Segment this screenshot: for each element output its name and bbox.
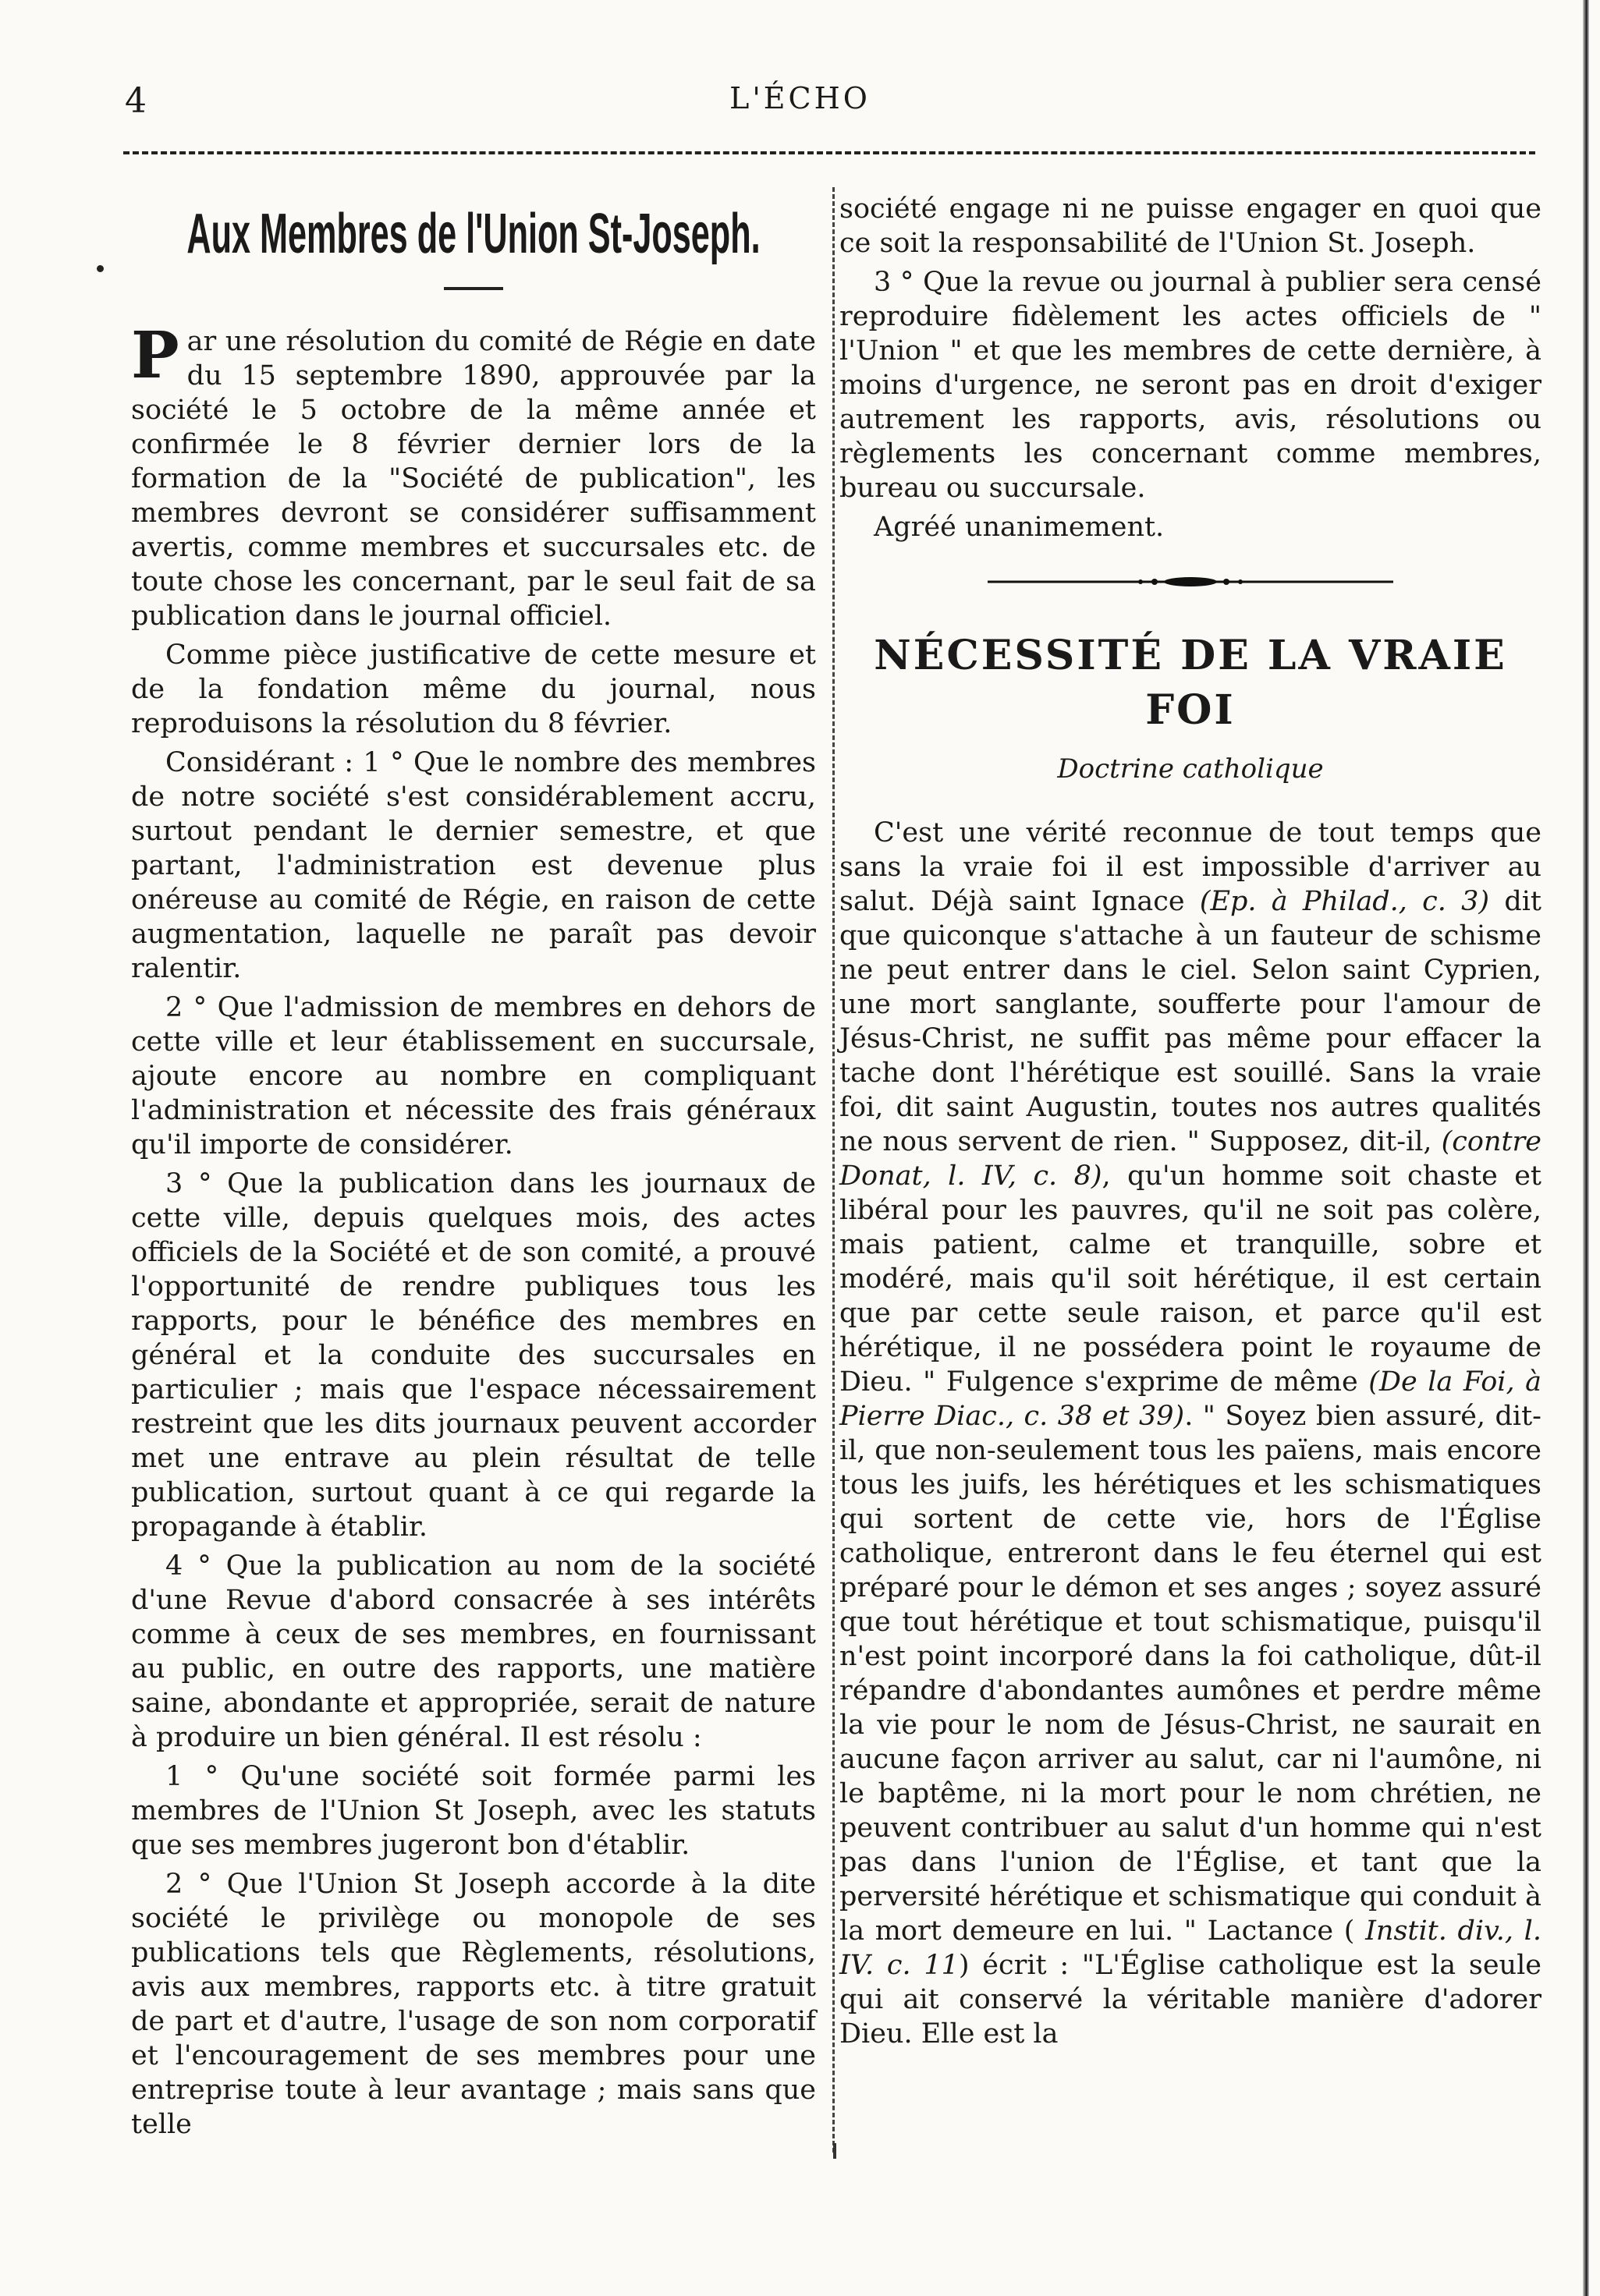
left-column xyxy=(131,192,816,2146)
page-edge-rule xyxy=(1583,0,1589,2296)
text-run: dit que quiconque s'attache à un fauteur de schisme ne peut entrer dans le ciel. Selon saint Cyprien, une mort sanglante, soufferte pour l'amour de Jésus-Christ, ne suffit pas même pour effacer la tache dont l'hérétique est souillé. Sans la vraie foi, dit saint Augustin, toutes nos autres qualités ne nous servent de rien. " Supposez, dit-il, xyxy=(839,886,1541,1157)
paragraph-text: ar une résolution du comité de Régie en date du 15 septembre 1890, approuvée par la société le 5 octobre de la même année et confirmée le 8 février dernier lors de la formation de la "Société de publication", les membres devront se considérer suffisamment avertis, comme membres et succursales etc. de toute chose les concernant, par le seul fait de sa publication dans le journal officiel. xyxy=(131,326,816,632)
right-column xyxy=(839,192,1541,2056)
divider-tick xyxy=(833,2143,836,2159)
article-paragraph: 2 ° Que l'Union St Joseph accorde à la dite société le privilège ou monopole de ses publications tels que Règlements, résolutions, avis aux membres, rapports etc. à titre gratuit de part et d'autre, l'usage de son nom corporatif et l'encouragement de ses membres pour une entreprise toute à leur avantage ; mais sans que telle xyxy=(131,1869,816,2140)
article-paragraph xyxy=(839,816,1541,2051)
text-run: C'est une vérité reconnue de tout temps que sans la vraie foi il est impossible d'arriver au salut. Déjà saint Ignace xyxy=(839,817,1541,917)
page-number: 4 xyxy=(125,81,147,121)
article-title: NÉCESSITÉ DE LA VRAIE FOI xyxy=(874,632,1507,734)
citation: (Ep. à Philad., c. 3) xyxy=(1199,886,1490,917)
article-paragraph: 4 ° Que la publication au nom de la société d'une Revue d'abord consacrée à ses intérêts comme à ceux de ses membres, en fournissant au public, en outre des rapports, une matière saine, abondante et appropriée, serait de nature à produire un bien général. Il est résolu : xyxy=(131,1550,816,1753)
article-paragraph: 3 ° Que la publication dans les journaux de cette ville, depuis quelques mois, des actes officiels de la Société et de son comité, a prouvé l'opportunité de rendre publiques tous les rapports, pour le bénéfice des membres en général et la conduite des succursales en particulier ; mais que l'espace nécessairement restreint que les dits journaux peuvent accorder met une entrave au plein résultat de telle publication, surtout quant à ce qui regarde la propagande à établir. xyxy=(131,1168,816,1543)
text-run: ) écrit : "L'Église catholique est la seule qui ait conservé la véritable manière d'adorer Dieu. Elle est la xyxy=(839,1950,1542,2050)
article-paragraph: 3 ° Que la revue ou journal à publier sera censé reproduire fidèlement les actes officiels de " l'Union " et que les membres de cette dernière, à moins d'urgence, ne seront pas en droit d'exiger autrement les rapports, avis, résolutions ou règlements les concernant comme membres, bureau ou succursale. xyxy=(839,267,1541,504)
article-paragraph: Comme pièce justificative de cette mesure et de la fondation même du journal, nous reproduisons la résolution du 8 février. xyxy=(131,640,816,739)
citation: Instit. div., l. IV. c. 11 xyxy=(839,1915,1541,1981)
text-run: . " Soyez bien assuré, dit-il, que non-seulement tous les païens, mais encore tous les juifs, les hérétiques et les schismatiques qui sortent de cette vie, hors de l'Église catholique, entreront dans le feu éternel qui est préparé pour le démon et ses anges ; soyez assuré que tout hérétique et tout schismatique, puisqu'il n'est point incorporé dans la foi catholique, dût-il répandre d'abondantes aumônes et perdre même la vie pour le nom de Jésus-Christ, ne saurait en aucune façon arriver au salut, car ni l'aumône, ni le baptême, ni la mort pour le nom chrétien, ne peuvent contribuer au salut d'un homme qui n'est pas dans l'union de l'Église, et tant que la perversité hérétique et schismatique qui conduit à la mort demeure en lui. " Lactance ( xyxy=(839,1401,1541,1947)
column-divider xyxy=(832,187,835,2152)
continued-paragraph: société engage ni ne puisse engager en quoi que ce soit la responsabilité de l'Union St. Joseph. xyxy=(839,193,1541,259)
article-paragraph: 2 ° Que l'admission de membres en dehors de cette ville et leur établissement en succursale, ajoute encore au nombre en compliquant l'administration et nécessite des frais généraux qu'il importe de considérer. xyxy=(131,992,816,1160)
article-subtitle: Doctrine catholique xyxy=(1057,753,1324,785)
text-run: , qu'un homme soit chaste et libéral pour les pauvres, qu'il ne soit pas colère, mais patient, calme et tranquille, sobre et modéré, mais qu'il soit hérétique, il est certain que par cette seule raison, et parce qu'il est hérétique, il ne possédera point le royaume de Dieu. " Fulgence s'exprime de même xyxy=(839,1160,1542,1398)
journal-name: L'ÉCHO xyxy=(729,81,871,115)
header-rule xyxy=(123,151,1535,154)
drop-cap: P xyxy=(131,318,179,393)
running-head xyxy=(0,81,1600,128)
article-paragraph xyxy=(131,318,816,633)
article-paragraph: 1 ° Qu'une société soit formée parmi les membres de l'Union St Joseph, avec les statuts que ses membres jugeront bon d'établir. xyxy=(131,1761,816,1861)
article-title: Aux Membres de l'Union St-Joseph. xyxy=(186,203,761,265)
citation: (De la Foi, à Pierre Diac., c. 38 et 39) xyxy=(839,1366,1542,1432)
title-rule xyxy=(444,287,503,290)
citation: (contre Donat, l. IV, c. 8) xyxy=(839,1126,1541,1192)
ornamental-divider xyxy=(988,576,1393,588)
article-paragraph: Considérant : 1 ° Que le nombre des membres de notre société s'est considérablement accru, surtout pendant le dernier semestre, et que partant, l'administration est devenue plus onéreuse au comité de Régie, en raison de cette augmentation, laquelle ne paraît pas devoir ralentir. xyxy=(131,747,816,984)
ink-dot xyxy=(97,265,104,272)
agreement-line: Agréé unanimement. xyxy=(874,512,1165,543)
